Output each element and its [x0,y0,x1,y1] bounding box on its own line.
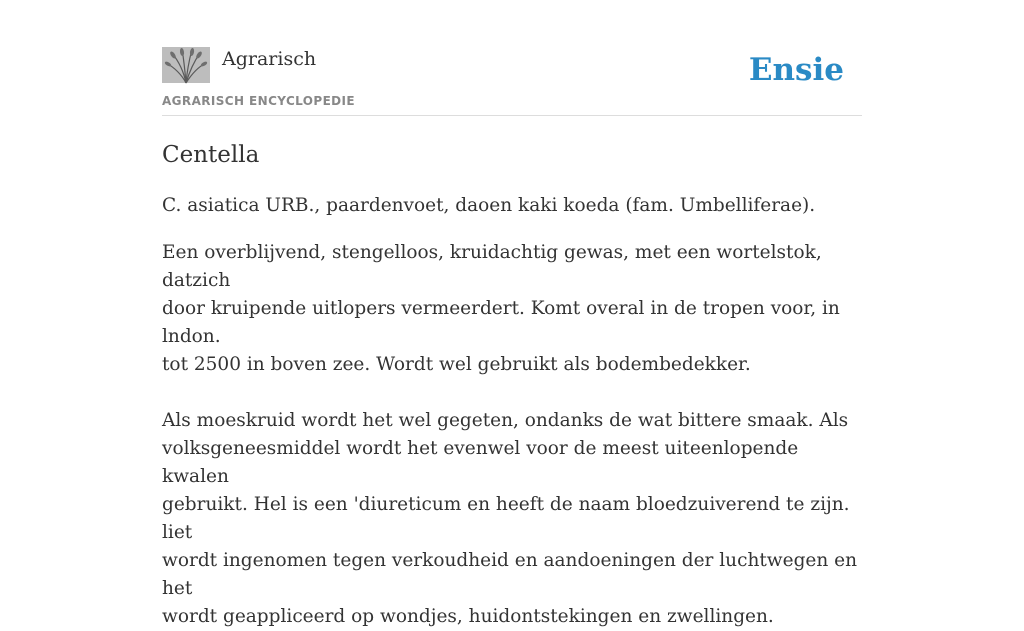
source-name[interactable]: Agrarisch [222,48,317,70]
source-header [162,44,862,116]
header-divider [162,115,862,116]
ensie-logo-link[interactable]: Ensie [748,52,844,88]
article-lead: C. asiatica URB., paardenvoet, daoen kaki koeda (fam. Umbelliferae). [162,195,816,216]
source-avatar[interactable] [162,47,210,83]
article-content [162,192,862,631]
source-subtitle: AGRARISCH ENCYCLOPEDIE [162,94,355,108]
wheat-sheaf-icon [162,47,210,83]
article-body: Een overblijvend, stengelloos, kruidachtig gewas, met een wortelstok, datzich door kruipende uitlopers vermeerdert. Komt overal in de tropen voor, in lndon. tot 2500 in boven zee. Wordt wel gebruikt als bodembedekker. Als moeskruid wordt het wel gegeten, ondanks de wat bittere smaak. Als volksgeneesmiddel wordt het evenwel voor de meest uiteenlopende kwalen gebruikt. Hel is een 'diureticum en heeft de naam bloedzuiverend te zijn. liet wordt ingenomen tegen verkoudheid en aandoeningen der luchtwegen en het wordt geappliceerd op wondjes, huidontstekingen en zwellingen. [162,242,858,627]
article-title: Centella [162,142,260,168]
